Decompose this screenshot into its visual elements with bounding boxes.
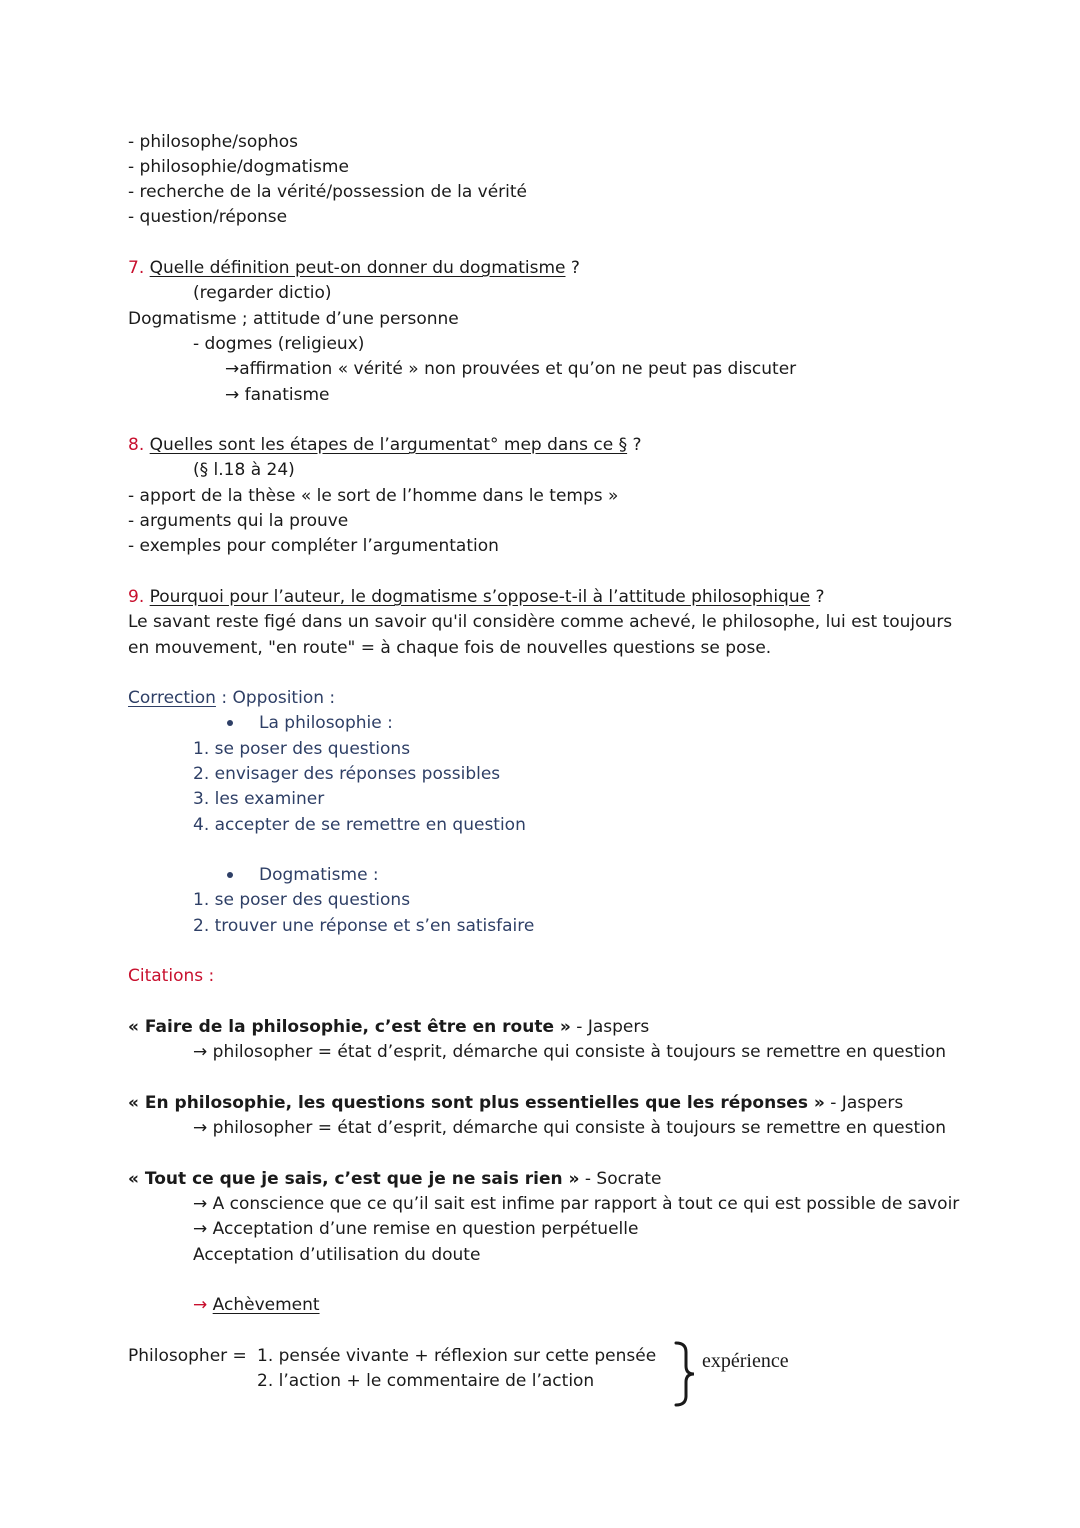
- q9-answer: en mouvement, "en route" = à chaque fois de nouvelles questions se pose.: [128, 638, 772, 658]
- quote: [128, 1092, 903, 1114]
- q8-item: - arguments qui la prouve: [128, 511, 349, 531]
- question-mark: ?: [810, 587, 825, 607]
- question-8: [128, 434, 642, 456]
- philosopher-item: 1. pensée vivante + réflexion sur cette pensée: [257, 1346, 657, 1366]
- q7-arrow-note: →affirmation « vérité » non prouvées et qu’on ne peut pas discuter: [225, 359, 797, 379]
- arrow-right-icon: →: [193, 1295, 208, 1315]
- q9-answer: Le savant reste figé dans un savoir qu'il considère comme achevé, le philosophe, lui est toujours: [128, 612, 953, 632]
- opposition-item: - philosophie/dogmatisme: [128, 157, 349, 177]
- quote-author: - Socrate: [579, 1169, 662, 1189]
- quote: [128, 1168, 662, 1190]
- philosopher-label: Philosopher =: [128, 1346, 247, 1366]
- quote-text: « Tout ce que je sais, c’est que je ne sais rien »: [128, 1169, 580, 1189]
- philosopher-item: 2. l’action + le commentaire de l’action: [257, 1371, 595, 1391]
- bullet-icon: [227, 872, 233, 878]
- q8-ref: (§ l.18 à 24): [193, 460, 295, 480]
- question-7: [128, 257, 580, 279]
- q7-hint: (regarder dictio): [193, 283, 332, 303]
- quote-text: « En philosophie, les questions sont plus essentielles que les réponses »: [128, 1093, 825, 1113]
- question-mark: ?: [627, 435, 642, 455]
- question-number: 9.: [128, 587, 145, 607]
- correction-label: Correction: [128, 688, 216, 708]
- dogmatisme-item: 2. trouver une réponse et s’en satisfaire: [193, 916, 535, 936]
- achievement-label: Achèvement: [212, 1295, 320, 1315]
- quote-note: → Acceptation d’une remise en question perpétuelle: [193, 1219, 639, 1239]
- question-text: Quelles sont les étapes de l’argumentat° mep dans ce §: [149, 435, 628, 455]
- philosophie-item: 2. envisager des réponses possibles: [193, 764, 501, 784]
- correction-rest: : Opposition :: [215, 688, 336, 708]
- quote-author: - Jaspers: [570, 1017, 650, 1037]
- question-9: [128, 586, 825, 608]
- quote-note: → philosopher = état d’esprit, démarche qui consiste à toujours se remettre en question: [193, 1042, 947, 1062]
- bullet-icon: [227, 720, 233, 726]
- opposition-item: - philosophe/sophos: [128, 132, 299, 152]
- philosophie-item: 1. se poser des questions: [193, 739, 411, 759]
- achievement: [193, 1294, 320, 1316]
- question-text: Pourquoi pour l’auteur, le dogmatisme s’oppose-t-il à l’attitude philosophique: [149, 587, 811, 607]
- question-mark: ?: [565, 258, 580, 278]
- question-number: 7.: [128, 258, 145, 278]
- quote-note: → A conscience que ce qu’il sait est infime par rapport à tout ce qui est possible de savoir: [193, 1194, 960, 1214]
- citations-title: Citations :: [128, 966, 215, 986]
- opposition-item: - recherche de la vérité/possession de la vérité: [128, 182, 528, 202]
- q8-item: - apport de la thèse « le sort de l’homme dans le temps »: [128, 486, 619, 506]
- q7-definition: Dogmatisme ; attitude d’une personne: [128, 309, 459, 329]
- quote-note: → philosopher = état d’esprit, démarche qui consiste à toujours se remettre en question: [193, 1118, 947, 1138]
- curly-brace-icon: [672, 1340, 698, 1408]
- quote-text: « Faire de la philosophie, c’est être en route »: [128, 1017, 571, 1037]
- dogmatisme-heading: Dogmatisme :: [227, 864, 379, 886]
- quote-author: - Jaspers: [824, 1093, 904, 1113]
- correction-heading: [128, 687, 335, 709]
- q7-sub: - dogmes (religieux): [193, 334, 365, 354]
- q8-item: - exemples pour compléter l’argumentation: [128, 536, 499, 556]
- quote-note: Acceptation d’utilisation du doute: [193, 1245, 481, 1265]
- brace-label: expérience: [702, 1350, 789, 1372]
- question-number: 8.: [128, 435, 145, 455]
- dogmatisme-item: 1. se poser des questions: [193, 890, 411, 910]
- quote: [128, 1016, 649, 1038]
- q7-arrow-note: → fanatisme: [225, 385, 330, 405]
- philosophie-heading: La philosophie :: [227, 712, 393, 734]
- opposition-item: - question/réponse: [128, 207, 288, 227]
- philosophie-item: 3. les examiner: [193, 789, 325, 809]
- question-text: Quelle définition peut-on donner du dogmatisme: [149, 258, 566, 278]
- philosophie-item: 4. accepter de se remettre en question: [193, 815, 526, 835]
